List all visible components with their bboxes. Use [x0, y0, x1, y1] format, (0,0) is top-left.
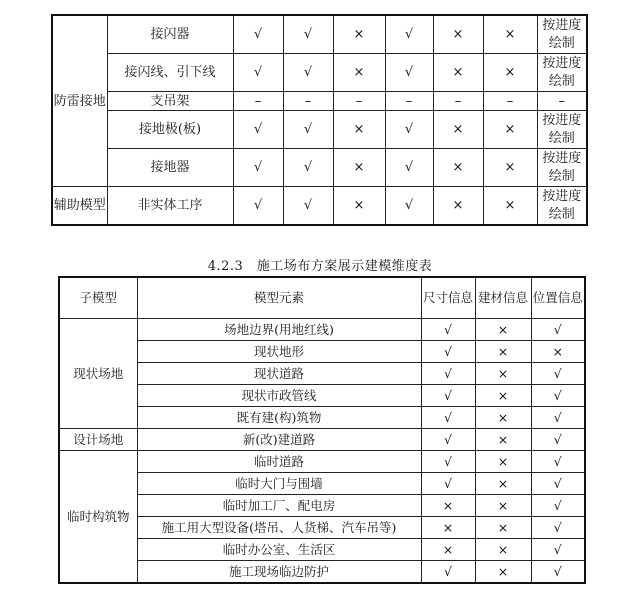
dash-cell: –	[537, 92, 587, 111]
table-row	[52, 54, 587, 92]
group-cell: 设计场地	[59, 429, 137, 451]
site-layout-dimension-table	[58, 276, 586, 584]
dash-cell: –	[483, 92, 537, 111]
header-cell: 尺寸信息	[421, 277, 475, 319]
position-info-cell: √	[531, 473, 585, 495]
lightning-grounding-table	[51, 14, 588, 226]
dash-cell: –	[333, 92, 385, 111]
table-row	[59, 341, 585, 363]
material-info-cell: ×	[475, 363, 531, 385]
table-row	[59, 517, 585, 539]
table-row	[59, 561, 585, 584]
size-info-cell: √	[421, 341, 475, 363]
table-row	[59, 385, 585, 407]
check-cell: √	[385, 15, 433, 54]
position-info-cell: √	[531, 451, 585, 473]
check-cell: √	[283, 187, 333, 226]
table-row	[59, 407, 585, 429]
element-cell: 现状地形	[137, 341, 421, 363]
group-cell: 现状场地	[59, 319, 137, 429]
position-info-cell: √	[531, 539, 585, 561]
table-row	[59, 495, 585, 517]
size-info-cell: √	[421, 363, 475, 385]
table-caption: 4.2.3 施工场布方案展示建模维度表	[207, 259, 433, 274]
position-info-cell: √	[531, 319, 585, 341]
material-info-cell: ×	[475, 429, 531, 451]
check-cell: √	[283, 15, 333, 54]
cross-cell: ×	[333, 15, 385, 54]
cross-cell: ×	[433, 111, 483, 149]
table-row	[59, 319, 585, 341]
group-cell: 辅助模型	[52, 187, 107, 226]
element-cell: 临时加工厂、配电房	[137, 495, 421, 517]
cross-cell: ×	[483, 149, 537, 187]
check-cell: √	[283, 111, 333, 149]
table-row	[52, 92, 587, 111]
dash-cell: –	[283, 92, 333, 111]
header-cell: 模型元素	[137, 277, 421, 319]
size-info-cell: √	[421, 561, 475, 584]
position-info-cell: √	[531, 561, 585, 584]
position-info-cell: √	[531, 429, 585, 451]
size-info-cell: √	[421, 319, 475, 341]
check-cell: √	[233, 54, 283, 92]
material-info-cell: ×	[475, 451, 531, 473]
header-cell: 子模型	[59, 277, 137, 319]
table-row	[59, 451, 585, 473]
note-cell: 按进度绘制	[537, 54, 587, 92]
check-cell: √	[385, 187, 433, 226]
check-cell: √	[385, 149, 433, 187]
element-cell: 既有建(构)筑物	[137, 407, 421, 429]
table-row	[59, 473, 585, 495]
element-cell: 临时道路	[137, 451, 421, 473]
size-info-cell: ×	[421, 539, 475, 561]
material-info-cell: ×	[475, 517, 531, 539]
position-info-cell: ×	[531, 341, 585, 363]
element-cell: 临时大门与围墙	[137, 473, 421, 495]
material-info-cell: ×	[475, 473, 531, 495]
position-info-cell: √	[531, 363, 585, 385]
size-info-cell: ×	[421, 517, 475, 539]
element-cell: 临时办公室、生活区	[137, 539, 421, 561]
check-cell: √	[385, 111, 433, 149]
table-row	[52, 149, 587, 187]
check-cell: √	[283, 54, 333, 92]
element-cell: 施工现场临边防护	[137, 561, 421, 584]
table-row	[59, 363, 585, 385]
position-info-cell: √	[531, 385, 585, 407]
check-cell: √	[233, 187, 283, 226]
material-info-cell: ×	[475, 539, 531, 561]
group-cell: 防雷接地	[52, 15, 107, 187]
position-info-cell: √	[531, 407, 585, 429]
cross-cell: ×	[333, 187, 385, 226]
dash-cell: –	[233, 92, 283, 111]
table-row	[52, 15, 587, 54]
element-cell: 场地边界(用地红线)	[137, 319, 421, 341]
header-cell: 位置信息	[531, 277, 585, 319]
cross-cell: ×	[483, 111, 537, 149]
size-info-cell: √	[421, 451, 475, 473]
item-cell: 接地极(板)	[107, 111, 233, 149]
note-cell: 按进度绘制	[537, 111, 587, 149]
size-info-cell: √	[421, 429, 475, 451]
check-cell: √	[233, 149, 283, 187]
header-cell: 建材信息	[475, 277, 531, 319]
item-cell: 接地器	[107, 149, 233, 187]
check-cell: √	[385, 54, 433, 92]
table-row	[59, 429, 585, 451]
size-info-cell: √	[421, 385, 475, 407]
element-cell: 施工用大型设备(塔吊、人货梯、汽车吊等)	[137, 517, 421, 539]
item-cell: 支吊架	[107, 92, 233, 111]
dash-cell: –	[433, 92, 483, 111]
position-info-cell: √	[531, 495, 585, 517]
item-cell: 接闪线、引下线	[107, 54, 233, 92]
cross-cell: ×	[333, 111, 385, 149]
cross-cell: ×	[483, 54, 537, 92]
check-cell: √	[233, 15, 283, 54]
item-cell: 非实体工序	[107, 187, 233, 226]
element-cell: 现状道路	[137, 363, 421, 385]
cross-cell: ×	[433, 187, 483, 226]
material-info-cell: ×	[475, 319, 531, 341]
position-info-cell: √	[531, 517, 585, 539]
cross-cell: ×	[333, 54, 385, 92]
cross-cell: ×	[433, 54, 483, 92]
element-cell: 现状市政管线	[137, 385, 421, 407]
material-info-cell: ×	[475, 495, 531, 517]
cross-cell: ×	[433, 149, 483, 187]
material-info-cell: ×	[475, 385, 531, 407]
check-cell: √	[233, 111, 283, 149]
table-row	[52, 187, 587, 226]
material-info-cell: ×	[475, 341, 531, 363]
group-cell: 临时构筑物	[59, 451, 137, 584]
table-row	[59, 539, 585, 561]
cross-cell: ×	[433, 15, 483, 54]
dash-cell: –	[385, 92, 433, 111]
size-info-cell: √	[421, 473, 475, 495]
table-header-row	[59, 277, 585, 319]
item-cell: 接闪器	[107, 15, 233, 54]
table-row	[52, 111, 587, 149]
note-cell: 按进度绘制	[537, 149, 587, 187]
note-cell: 按进度绘制	[537, 15, 587, 54]
cross-cell: ×	[483, 15, 537, 54]
element-cell: 新(改)建道路	[137, 429, 421, 451]
cross-cell: ×	[483, 187, 537, 226]
note-cell: 按进度绘制	[537, 187, 587, 226]
size-info-cell: ×	[421, 495, 475, 517]
size-info-cell: √	[421, 407, 475, 429]
check-cell: √	[283, 149, 333, 187]
material-info-cell: ×	[475, 561, 531, 584]
material-info-cell: ×	[475, 407, 531, 429]
cross-cell: ×	[333, 149, 385, 187]
